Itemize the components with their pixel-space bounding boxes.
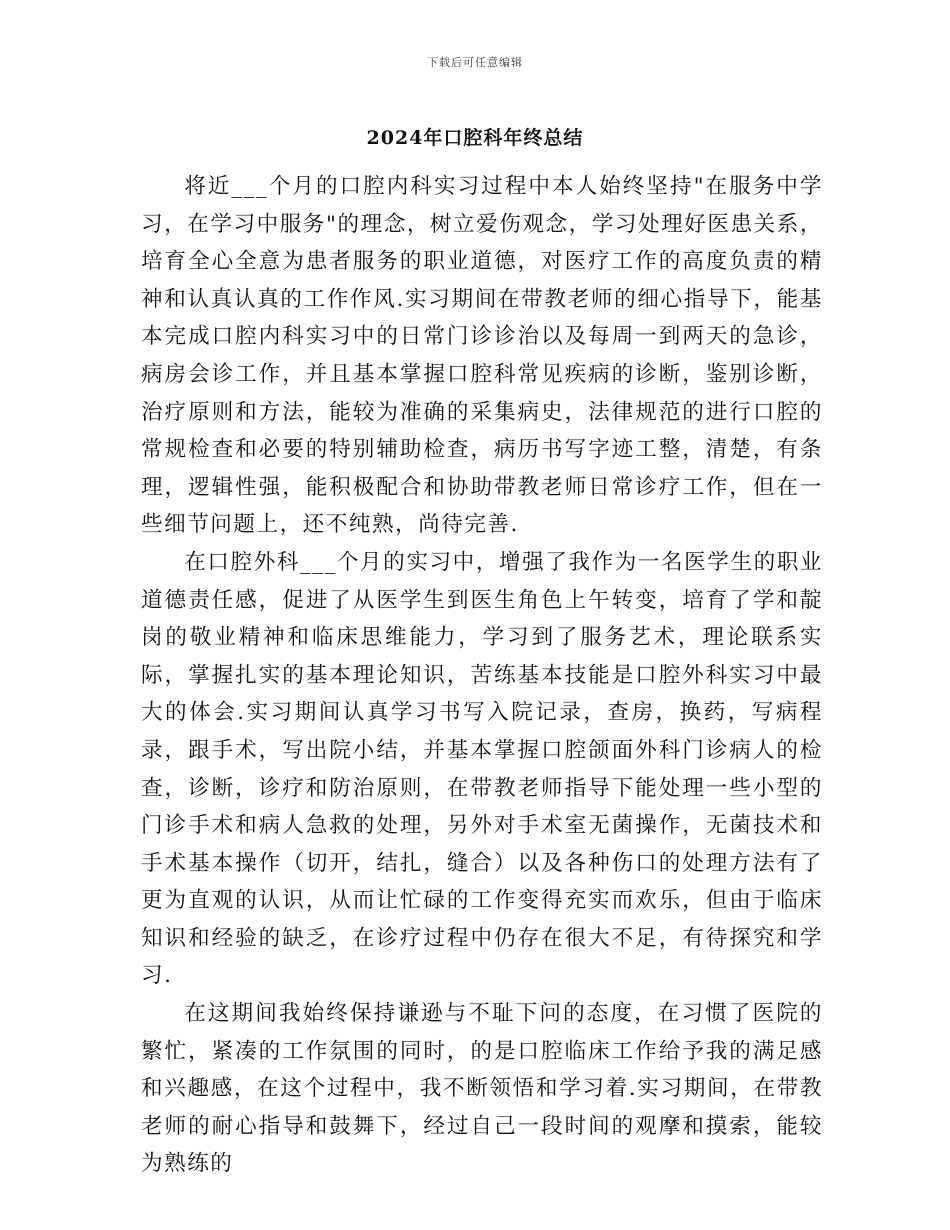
- document-title: 2024年口腔科年终总结: [366, 127, 584, 149]
- paragraph-2: 在口腔外科___个月的实习中，增强了我作为一名医学生的职业道德责任感，促进了从医学生到医生角色上午转变，培育了学和靛岗的敬业精神和临床思维能力，学习到了服务艺术，理论联系实际，掌握扎实的基本理论知识，苦练基本技能是口腔外科实习中最大的体会.实习期间认真学习书写入院记录，查房，换药，写病程录，跟手术，写出院小结，并基本掌握口腔颌面外科门诊病人的检查，诊断，诊疗和防治原则，在带教老师指导下能处理一些小型的门诊手术和病人急救的处理，另外对手术室无菌操作，无菌技术和手术基本操作（切开，结扎，缝合）以及各种伤口的处理方法有了更为直观的认识，从而让忙碌的工作变得充实而欢乐，但由于临床知识和经验的缺乏，在诊疗过程中仍存在很大不足，有待探究和学习.: [141, 549, 823, 989]
- paragraph-1: 将近___个月的口腔内科实习过程中本人始终坚持"在服务中学习，在学习中服务"的理念，树立爱伤观念，学习处理好医患关系，培育全心全意为患者服务的职业道德，对医疗工作的高度负责的精神和认真认真的工作作风.实习期间在带教老师的细心指导下，能基本完成口腔内科实习中的日常门诊诊治以及每周一到两天的急诊，病房会诊工作，并且基本掌握口腔科常见疾病的诊断，鉴别诊断，治疗原则和方法，能较为准确的采集病史，法律规范的进行口腔的常规检查和必要的特别辅助检查，病历书写字迹工整，清楚，有条理，逻辑性强，能积极配合和协助带教老师日常诊疗工作，但在一些细节问题上，还不纯熟，尚待完善.: [141, 174, 823, 538]
- document-body: [141, 168, 823, 1183]
- paragraph-3: 在这期间我始终保持谦逊与不耻下问的态度，在习惯了医院的繁忙，紧凑的工作氛围的同时，的是口腔临床工作给予我的满足感和兴趣感，在这个过程中，我不断领悟和学习着.实习期间，在带教老师的耐心指导和鼓舞下，经过自己一段时间的观摩和摸索，能较为熟练的: [141, 1001, 823, 1177]
- header-note: 下载后可任意编辑: [427, 56, 523, 69]
